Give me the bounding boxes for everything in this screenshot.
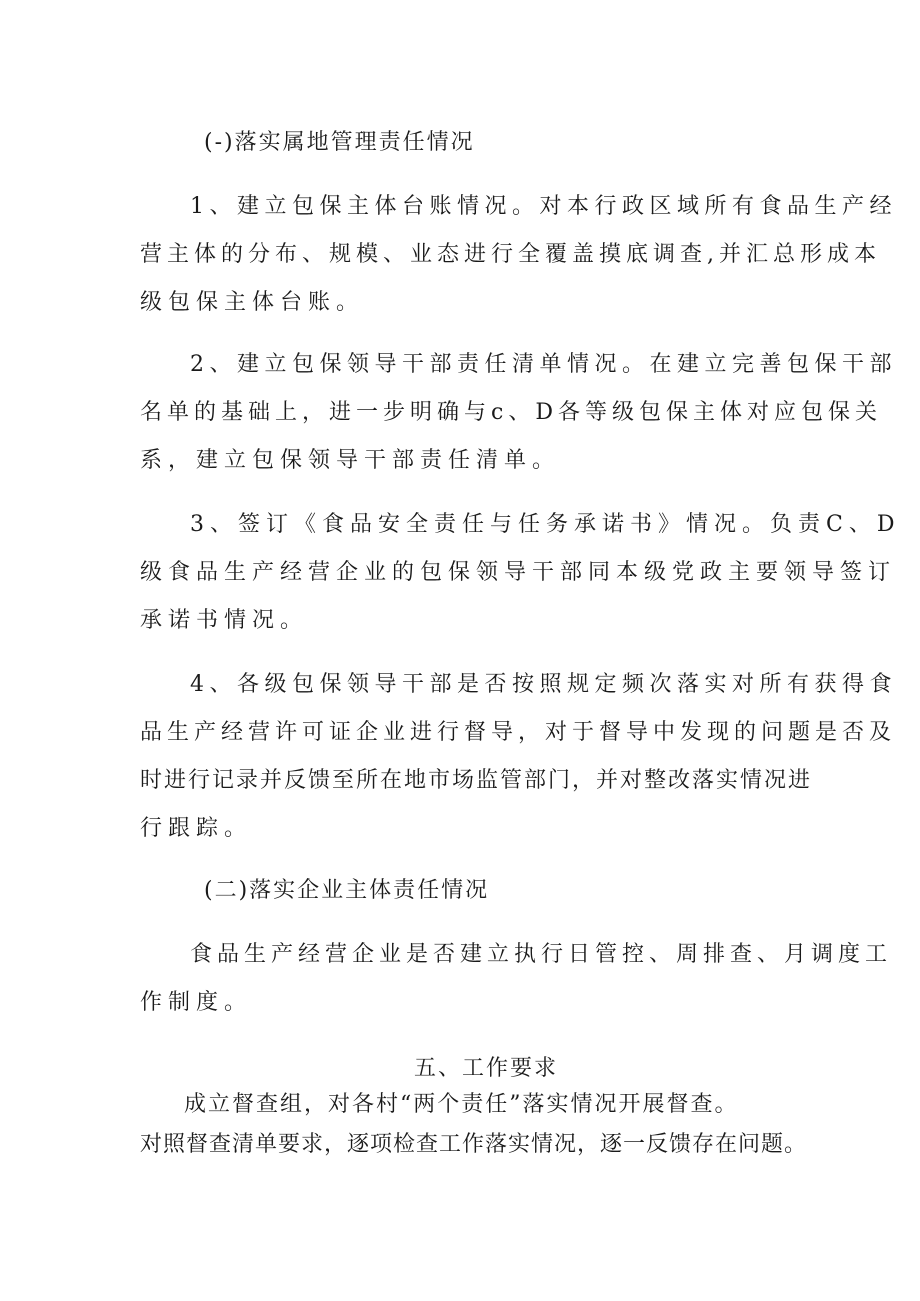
section-heading-5: 五、工作要求 (414, 1056, 559, 1081)
paragraph-line: 系，建立包保领导干部责任清单。 (140, 448, 561, 473)
paragraph-line: 4、各级包保领导干部是否按照规定频次落实对所有获得食 (190, 672, 897, 697)
paragraph-line: 食品生产经营企业是否建立执行日管控、周排查、月调度工 (190, 942, 893, 967)
section-heading-1: (-)落实属地管理责任情况 (204, 130, 475, 155)
paragraph-line: 营主体的分布、规模、业态进行全覆盖摸底调查,并汇总形成本 (140, 242, 881, 267)
paragraph-line: 作制度。 (140, 990, 253, 1015)
paragraph-line: 对照督查清单要求，逐项检查工作落实情况，逐一反馈存在问题。 (140, 1132, 808, 1157)
paragraph-line: 名单的基础上，进一步明确与c、D各等级包保主体对应包保关 (140, 400, 882, 425)
paragraph-line: 成立督查组，对各村“两个责任”落实情况开展督查。 (184, 1092, 739, 1117)
paragraph-line: 1、建立包保主体台账情况。对本行政区域所有食品生产经 (190, 194, 897, 219)
section-heading-2: (二)落实企业主体责任情况 (204, 878, 490, 903)
paragraph-line: 3、签订《食品安全责任与任务承诺书》情况。负责C、D (190, 512, 901, 537)
paragraph-line: 承诺书情况。 (140, 608, 309, 633)
paragraph-line: 级包保主体台账。 (140, 290, 365, 315)
paragraph-line: 2、建立包保领导干部责任清单情况。在建立完善包保干部 (190, 352, 897, 377)
paragraph-line: 行跟踪。 (140, 816, 253, 841)
paragraph-line: 级食品生产经营企业的包保领导干部同本级党政主要领导签订 (140, 560, 897, 585)
paragraph-line: 时进行记录并反馈至所在地市场监管部门，并对整改落实情况进 (140, 768, 813, 793)
paragraph-line: 品生产经营许可证企业进行督导，对于督导中发现的问题是否及 (140, 720, 897, 745)
